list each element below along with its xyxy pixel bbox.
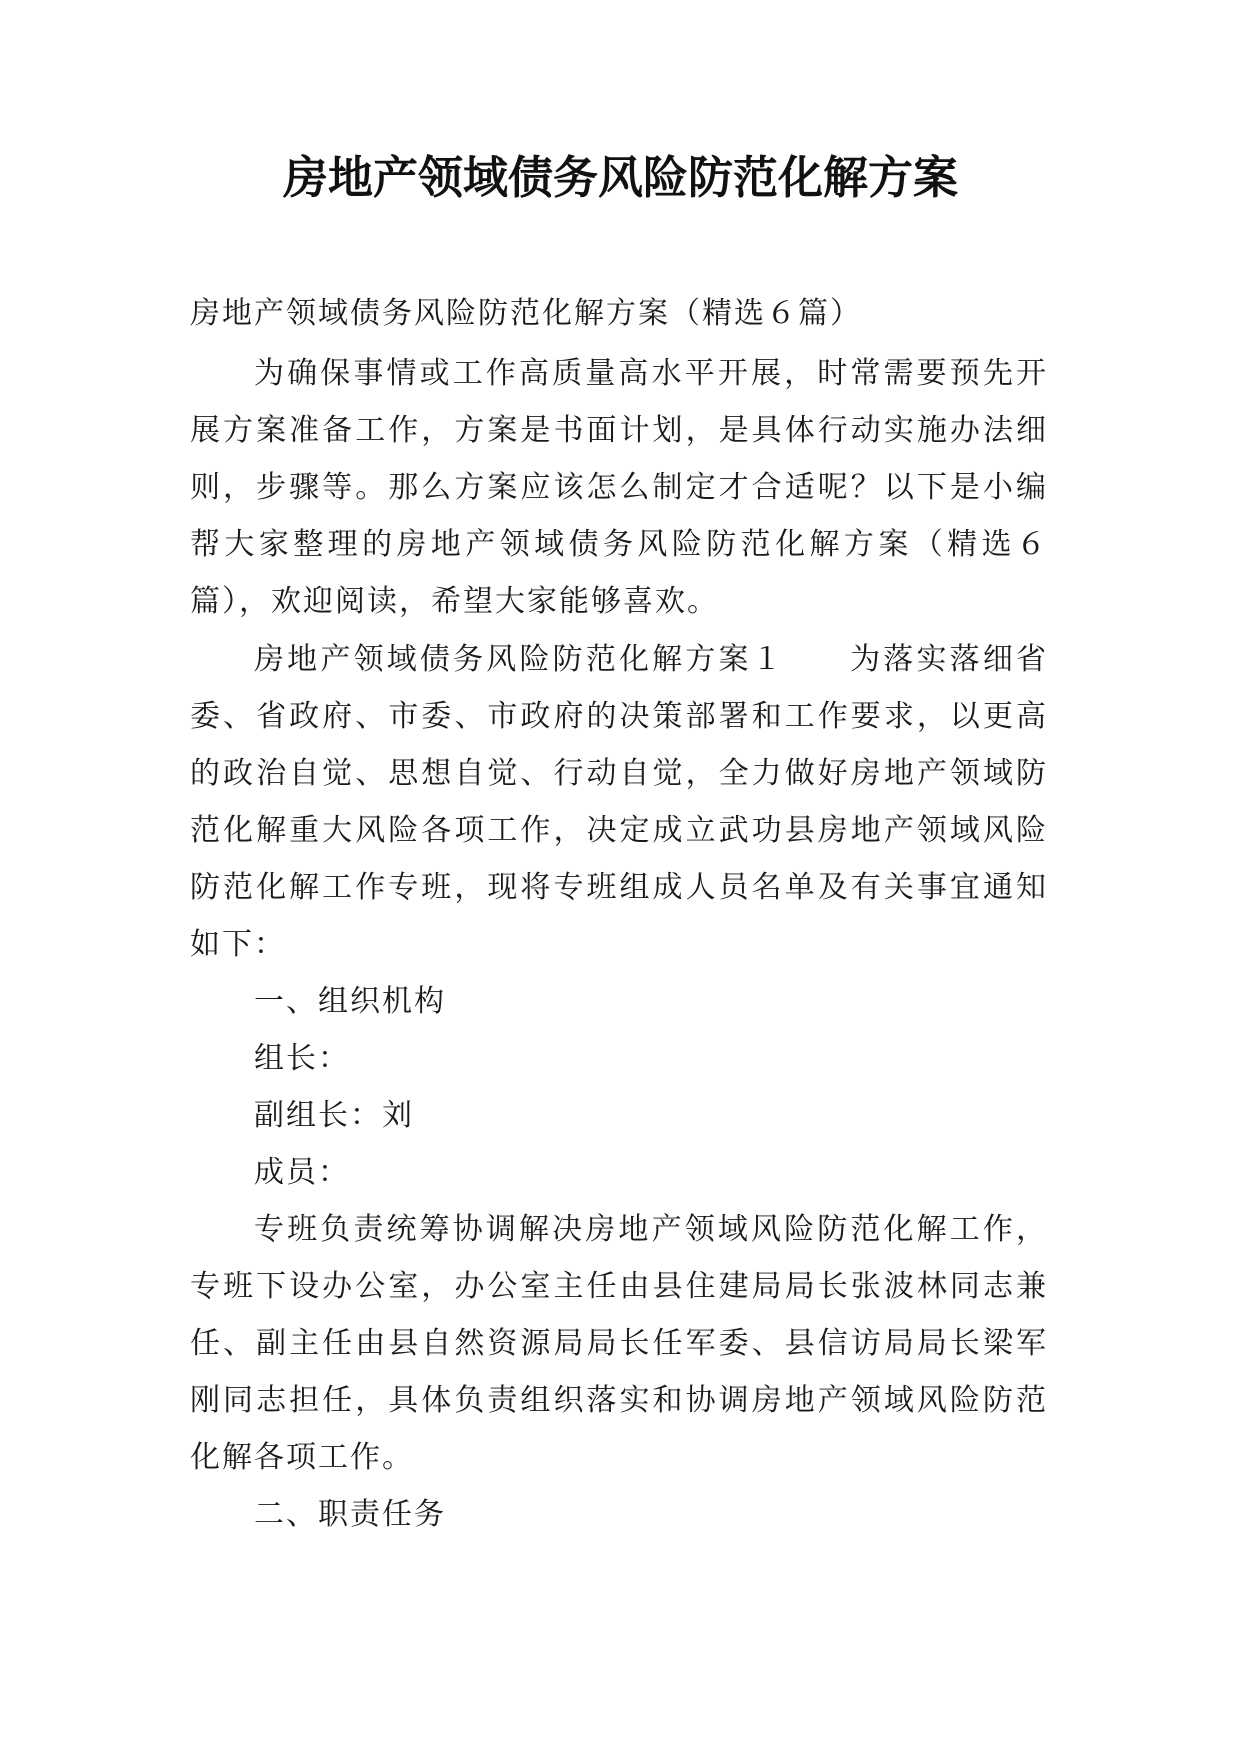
intro-paragraph: 为确保事情或工作高质量高水平开展，时常需要预先开展方案准备工作，方案是书面计划，是具体行动实施办法细则，步骤等。那么方案应该怎么制定才合适呢？以下是小编帮大家整理的房地产领域债务风险防范化解方案（精选６篇），欢迎阅读，希望大家能够喜欢。 [190, 356, 1048, 619]
section-1-paragraph [190, 631, 1048, 973]
leader-line: 组长： [254, 1041, 350, 1076]
deputy-leader-line: 副组长：刘 [254, 1098, 414, 1133]
duty-paragraph: 专班负责统筹协调解决房地产领域风险防范化解工作，专班下设办公室，办公室主任由县住建局局长张波林同志兼任、副主任由县自然资源局局长任军委、县信访局局长梁军刚同志担任，具体负责组织落实和协调房地产领域风险防范化解各项工作。 [190, 1212, 1048, 1475]
document-body [190, 285, 1048, 1543]
document-subtitle: 房地产领域债务风险防范化解方案（精选６篇） [190, 296, 862, 331]
members-line: 成员： [254, 1155, 350, 1190]
section-1-heading: 房地产领域债务风险防范化解方案１ [254, 642, 785, 677]
duties-heading: 二、职责任务 [254, 1497, 446, 1532]
document-title: 房地产领域债务风险防范化解方案 [282, 151, 958, 204]
section-1-text: 为落实落细省委、省政府、市委、市政府的决策部署和工作要求，以更高的政治自觉、思想自觉、行动自觉，全力做好房地产领域防范化解重大风险各项工作，决定成立武功县房地产领域风险防范化解工作专班，现将专班组成人员名单及有关事宜通知如下： [190, 642, 1049, 962]
org-heading: 一、组织机构 [254, 984, 446, 1019]
